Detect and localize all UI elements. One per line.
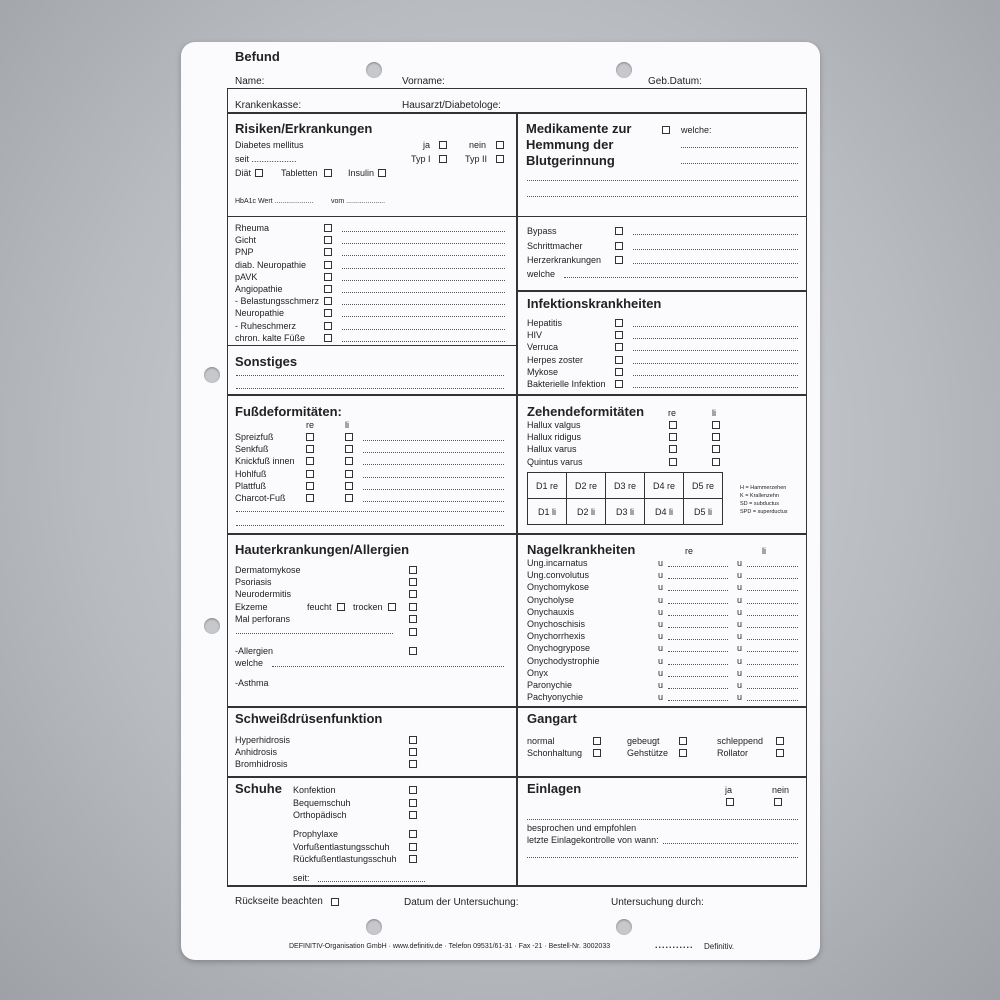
nagel-u-label: u [737,667,743,678]
risiken-item-label: Gicht [235,235,257,246]
schuhe-seit-line[interactable] [318,881,425,882]
risiken-item-line[interactable] [342,280,505,281]
fuss-item-label: Hohlfuß [235,468,267,479]
haut-item-label: Dermatomykose [235,565,301,575]
typ2-checkbox[interactable] [496,155,504,163]
risiken-title: Risiken/Erkrankungen [235,121,373,136]
schuhe-item-checkbox[interactable] [409,786,417,794]
fuss-item-checkbox[interactable] [306,470,314,478]
feucht-checkbox[interactable] [337,603,345,611]
punch-hole [204,367,220,383]
geb-datum-label: Geb.Datum: [648,76,702,87]
fuss-item-label: Knickfuß innen [235,456,295,467]
fuss-item-label: Charcot-Fuß [235,493,286,503]
haut-line[interactable] [236,633,393,634]
haut-item-label: Neurodermitis [235,589,292,600]
infektion-item-line[interactable] [633,387,798,388]
herz-item-line[interactable] [633,249,798,250]
nagel-re-line[interactable] [668,639,728,640]
zehen-re-header: re [668,408,677,418]
gang-item-checkbox[interactable] [679,737,687,745]
zehen-cell[interactable]: D3 li [606,499,645,525]
diabetes-label: Diabetes mellitus [235,140,304,150]
nagel-u-label: u [658,582,664,593]
legend-item: SD = subductus [740,501,779,507]
risiken-item-label: PNP [235,247,254,258]
gang-item-label: Gehstütze [627,748,669,759]
sonstiges-title: Sonstiges [235,354,298,369]
risiken-item-line[interactable] [342,268,505,269]
nagel-u-label: u [658,680,664,690]
nagel-u-label: u [737,558,743,568]
nagel-item-label: Onychorrhexis [527,631,586,642]
risiken-item-label: Rheuma [235,223,270,233]
seit-field[interactable]: seit .................. [235,154,297,164]
rueckseite-label: Rückseite beachten [235,896,323,907]
fuss-item-line[interactable] [363,452,504,453]
nagel-li-line[interactable] [747,578,798,579]
datum-label: Datum der Untersuchung: [404,897,519,908]
nagel-li-line[interactable] [747,627,798,628]
haut-item-checkbox[interactable] [409,590,417,598]
infektion-item-line[interactable] [633,326,798,327]
nagel-u-label: u [658,655,664,666]
besprochen-label: besprochen und empfohlen [527,823,637,833]
zehen-cell[interactable]: D1 re [528,473,567,499]
gang-item-checkbox[interactable] [776,737,784,745]
medikamente-checkbox[interactable] [662,126,670,134]
zehen-li-header: li [712,408,716,418]
nagel-item-label: Onychoschisis [527,619,586,629]
name-label: Name: [235,76,265,87]
zehen-item-checkbox[interactable] [669,433,677,441]
gang-item-checkbox[interactable] [679,749,687,757]
fuss-line[interactable] [236,511,504,512]
nagel-u-label: u [737,692,743,703]
asthma-label: -Asthma [235,678,269,688]
zehen-item-checkbox[interactable] [712,458,720,466]
diaet-checkbox[interactable] [255,169,263,177]
herz-item-checkbox[interactable] [615,227,623,235]
allergien-welche-label: welche [235,658,264,668]
insulin-label: Insulin [348,168,375,178]
nagel-u-label: u [658,619,664,629]
zehen-cell[interactable]: D2 re [567,473,606,499]
fuss-item-checkbox[interactable] [306,433,314,441]
punch-hole [366,62,382,78]
fuss-item-checkbox[interactable] [345,470,353,478]
schuhe-item-label: Konfektion [293,785,336,795]
nagel-re-line[interactable] [668,603,728,604]
haut-item-label: Ekzeme [235,601,268,612]
haut-item-checkbox[interactable] [409,615,417,623]
schweiss-item-label: Bromhidrosis [235,759,288,770]
brand-logo: Definitiv. [704,942,735,951]
nagel-re-line[interactable] [668,566,728,567]
infektion-item-checkbox[interactable] [615,343,623,351]
zehen-table [527,472,723,525]
form-title: Befund [235,49,280,64]
fuss-item-label: Senkfuß [235,444,269,455]
schuhe-item-checkbox[interactable] [409,811,417,819]
nagel-item-label: Onychogryposе [527,643,591,654]
zehen-item-checkbox[interactable] [669,445,677,453]
nagel-item-label: Onychauxis [527,606,575,617]
einlagen-ja-checkbox[interactable] [726,798,734,806]
nagel-item-label: Onyx [527,667,549,678]
nagel-u-label: u [737,594,743,605]
medikamente-line[interactable] [681,163,798,164]
fuss-item-checkbox[interactable] [345,482,353,490]
nagel-li-line[interactable] [747,590,798,591]
zehen-cell[interactable]: D4 re [645,473,684,499]
untersuchung-durch-label: Untersuchung durch: [611,897,704,908]
medikamente-line[interactable] [527,196,798,197]
risiken-item-line[interactable] [342,231,505,232]
schweiss-title: Schweißdrüsenfunktion [235,711,383,726]
risiken-item-checkbox[interactable] [324,224,332,232]
medikamente-line[interactable] [681,147,798,148]
zehen-item-checkbox[interactable] [712,433,720,441]
imprint: DEFINITIV-Organisation GmbH · www.definitiv.de · Telefon 09531/61-31 · Fax -21 · Bestell-Nr. 3002033 [289,943,611,950]
infektion-item-line[interactable] [633,350,798,351]
gang-item-checkbox[interactable] [776,749,784,757]
zehen-cell[interactable]: D5 li [684,499,723,525]
nagel-re-line[interactable] [668,700,728,701]
nagel-li-line[interactable] [747,639,798,640]
nagel-li-line[interactable] [747,664,798,665]
punch-hole [616,62,632,78]
schweiss-item-checkbox[interactable] [409,736,417,744]
risiken-item-checkbox[interactable] [324,334,332,342]
nagel-u-label: u [658,692,664,703]
risiken-item-label: diab. Neuropathie [235,259,307,270]
nagel-u-label: u [658,558,664,568]
zehen-item-checkbox[interactable] [669,458,677,466]
zehen-cell[interactable]: D2 li [567,499,606,525]
risiken-item-checkbox[interactable] [324,297,332,305]
zehen-item-checkbox[interactable] [712,445,720,453]
fuss-item-checkbox[interactable] [345,433,353,441]
diaet-label: Diät [235,168,252,178]
trocken-label: trocken [353,602,383,612]
nagel-re-line[interactable] [668,676,728,677]
infektion-item-line[interactable] [633,363,798,364]
tabletten-checkbox[interactable] [324,169,332,177]
kontrolle-label: letzte Einlagekontrolle von wann: [527,835,659,845]
insulin-checkbox[interactable] [378,169,386,177]
risiken-item-label: chron. kalte Füße [235,332,306,343]
fuss-item-checkbox[interactable] [345,445,353,453]
risiken-item-line[interactable] [342,292,505,293]
infektion-item-label: Verruca [527,342,559,353]
herz-item-label: Herzerkrankungen [527,255,602,265]
nagel-re-line[interactable] [668,651,728,652]
schweiss-item-checkbox[interactable] [409,748,417,756]
nagel-u-label: u [658,631,664,642]
einlagen-nein-label: nein [772,785,790,795]
ja-label: ja [423,140,431,150]
nagel-item-label: Paronychie [527,680,573,690]
sonstiges-line[interactable] [236,375,504,376]
feucht-label: feucht [307,602,332,612]
gang-item-label: normal [527,736,555,746]
fuss-item-label: Plattfuß [235,480,267,491]
haut-item-checkbox[interactable] [409,578,417,586]
zehen-cell[interactable]: D1 li [528,499,567,525]
nagel-item-label: Ung.convolutus [527,570,590,581]
nagel-li-line[interactable] [747,615,798,616]
nagel-li-line[interactable] [747,651,798,652]
nagel-re-line[interactable] [668,615,728,616]
risiken-item-label: - Belastungsschmerz [235,296,320,307]
nagel-u-label: u [737,619,743,629]
gang-item-checkbox[interactable] [593,749,601,757]
herz-item-line[interactable] [633,234,798,235]
fuss-li-header: li [345,420,349,430]
zehen-legend [740,484,788,516]
rueckseite-checkbox[interactable] [331,898,339,906]
infektion-item-label: Hepatitis [527,318,563,328]
infektion-title: Infektionskrankheiten [527,296,662,311]
risiken-item-checkbox[interactable] [324,309,332,317]
punch-hole [204,618,220,634]
fuss-item-line[interactable] [363,501,504,502]
fuss-item-checkbox[interactable] [306,494,314,502]
schuhe-item-checkbox[interactable] [409,855,417,863]
diabetes-nein-checkbox[interactable] [496,141,504,149]
hausarzt-label: Hausarzt/Diabetologe: [402,100,501,111]
nagel-li-line[interactable] [747,566,798,567]
nagel-item-label: Pachyonychie [527,692,584,703]
schweiss-item-label: Hyperhidrosis [235,735,291,745]
nagel-item-label: Onycholyse [527,594,575,605]
nagel-li-line[interactable] [747,676,798,677]
schuhe-item-label: Prophylaxe [293,829,339,839]
einlagen-ja-label: ja [725,785,733,795]
nagel-re-line[interactable] [668,590,728,591]
zehen-item-label: Hallux valgus [527,420,581,430]
infektion-item-label: Herpes zoster [527,354,584,365]
zehen-item-label: Hallux ridigus [527,432,582,443]
risiken-item-checkbox[interactable] [324,248,332,256]
zehen-title: Zehendeformitäten [527,404,645,419]
infektion-item-checkbox[interactable] [615,368,623,376]
herz-welche-line[interactable] [564,277,798,278]
infektion-item-label: HIV [527,330,543,341]
nagel-u-label: u [737,606,743,617]
nagel-u-label: u [737,582,743,593]
haut-title: Hauterkrankungen/Allergien [235,542,410,557]
legend-item: H = Hammerzehen [740,485,787,491]
haut-item-checkbox[interactable] [409,566,417,574]
fuss-item-checkbox[interactable] [345,494,353,502]
nagel-title: Nagelkrankheiten [527,542,636,557]
fuss-item-line[interactable] [363,489,504,490]
risiken-item-checkbox[interactable] [324,322,332,330]
nagel-re-header: re [685,546,694,556]
nein-label: nein [469,140,487,150]
hba1c-vom-field[interactable]: vom .................... [331,198,386,205]
gang-item-label: schleppend [717,736,764,746]
hba1c-field[interactable]: HbA1c Wert .................... [235,198,314,205]
fuss-item-checkbox[interactable] [306,482,314,490]
schuhe-item-label: Vorfußentlastungsschuh [293,841,390,852]
typ2-label: Typ II [465,154,488,164]
risiken-item-checkbox[interactable] [324,273,332,281]
zehen-cell[interactable]: D5 re [684,473,723,499]
fuss-title: Fußdeformitäten: [235,404,342,419]
herz-item-line[interactable] [633,263,798,264]
risiken-item-checkbox[interactable] [324,236,332,244]
vorname-label: Vorname: [402,76,445,87]
nagel-item-label: Ung.incarnatus [527,558,588,568]
nagel-u-label: u [737,655,743,666]
zehen-cell[interactable]: D3 re [606,473,645,499]
gang-item-label: gebeugt [627,736,660,746]
infektion-item-line[interactable] [633,375,798,376]
infektion-item-checkbox[interactable] [615,319,623,327]
punch-hole [616,919,632,935]
einlagen-nein-checkbox[interactable] [774,798,782,806]
risiken-item-line[interactable] [342,341,505,342]
allergien-label: -Allergien [235,646,274,656]
haut-item-checkbox[interactable] [409,603,417,611]
fuss-item-line[interactable] [363,464,504,465]
fuss-item-line[interactable] [363,440,504,441]
schuhe-item-checkbox[interactable] [409,799,417,807]
haut-extra-checkbox[interactable] [409,628,417,636]
risiken-item-line[interactable] [342,316,505,317]
infektion-item-checkbox[interactable] [615,331,623,339]
infektion-item-label: Mykose [527,366,559,377]
herz-welche-label: welche [527,269,556,279]
fuss-item-checkbox[interactable] [306,445,314,453]
risiken-item-checkbox[interactable] [324,261,332,269]
gang-item-label: Rollator [717,748,749,759]
nagel-re-line[interactable] [668,627,728,628]
haut-item-label: Psoriasis [235,577,272,588]
risiken-item-line[interactable] [342,255,505,256]
herz-item-label: Schrittmacher [527,240,583,251]
zehen-item-checkbox[interactable] [712,421,720,429]
nagel-item-label: Onychodystrophie [527,655,600,666]
schuhe-seit-label: seit: [293,873,310,883]
nagel-li-line[interactable] [747,688,798,689]
fuss-line[interactable] [236,525,504,526]
nagel-li-line[interactable] [747,700,798,701]
medikamente-welche-label: welche: [681,125,712,135]
gang-item-checkbox[interactable] [593,737,601,745]
medikamente-title: Medikamente zur Hemmung der Blutgerinnung [526,121,632,168]
schuhe-item-label: Bequemschuh [293,797,351,808]
krankenkasse-label: Krankenkasse: [235,100,302,111]
schuhe-title: Schuhe [235,781,282,796]
herz-item-checkbox[interactable] [615,256,623,264]
fuss-item-checkbox[interactable] [345,457,353,465]
infektion-item-checkbox[interactable] [615,356,623,364]
risiken-item-label: Angiopathie [235,284,283,294]
nagel-u-label: u [658,643,664,654]
legend-item: K = Krallenzehn [740,493,779,499]
risiken-item-line[interactable] [342,329,505,330]
sonstiges-line[interactable] [236,388,504,389]
allergien-checkbox[interactable] [409,647,417,655]
nagel-u-label: u [737,643,743,654]
nagel-u-label: u [737,570,743,581]
fuss-item-label: Spreizfuß [235,432,274,442]
nagel-u-label: u [658,667,664,678]
schuhe-item-checkbox[interactable] [409,843,417,851]
trocken-checkbox[interactable] [388,603,396,611]
allergien-welche-line[interactable] [272,666,504,667]
infektion-item-line[interactable] [633,338,798,339]
infektion-item-label: Bakterielle Infektion [527,379,606,389]
risiken-item-label: Neuropathie [235,308,285,319]
einlagen-line[interactable] [527,857,798,858]
zehen-item-label: Hallux varus [527,444,577,455]
nagel-u-label: u [737,631,743,642]
herz-item-checkbox[interactable] [615,242,623,250]
nagel-re-line[interactable] [668,578,728,579]
schuhe-item-label: Orthopädisch [293,810,347,820]
nagel-li-line[interactable] [747,603,798,604]
diabetes-ja-checkbox[interactable] [439,141,447,149]
nagel-u-label: u [658,594,664,605]
typ1-checkbox[interactable] [439,155,447,163]
haut-item-label: Mal perforans [235,613,291,624]
nagel-li-header: li [762,546,766,556]
zehen-item-label: Quintus varus [527,456,583,467]
nagel-u-label: u [658,606,664,617]
legend-item: SPD = superductus [740,509,788,515]
typ1-label: Typ I [411,154,431,164]
risiken-item-checkbox[interactable] [324,285,332,293]
nagel-re-line[interactable] [668,688,728,689]
nagel-u-label: u [737,680,743,690]
risiken-item-label: pAVK [235,271,258,282]
schweiss-item-label: Anhidrosis [235,747,278,758]
einlagen-line[interactable] [527,819,798,820]
schuhe-item-checkbox[interactable] [409,830,417,838]
nagel-re-line[interactable] [668,664,728,665]
herz-item-label: Bypass [527,226,557,236]
nagel-u-label: u [658,570,664,581]
risiken-item-line[interactable] [342,304,505,305]
gang-title: Gangart [527,711,577,726]
fuss-re-header: re [306,420,315,430]
nagel-item-label: Onychomykose [527,582,590,593]
zehen-item-checkbox[interactable] [669,421,677,429]
fuss-item-line[interactable] [363,477,504,478]
medikamente-line[interactable] [527,180,798,181]
risiken-item-label: - Ruheschmerz [235,320,297,331]
schweiss-item-checkbox[interactable] [409,760,417,768]
kontrolle-line[interactable] [663,843,798,844]
gang-item-label: Schonhaltung [527,748,583,759]
einlagen-title: Einlagen [527,781,582,796]
brand-dots: ........... [655,940,694,950]
tabletten-label: Tabletten [281,168,318,178]
schuhe-item-label: Rückfußentlastungsschuh [293,854,397,864]
fuss-item-checkbox[interactable] [306,457,314,465]
risiken-item-line[interactable] [342,243,505,244]
punch-hole [366,919,382,935]
zehen-cell[interactable]: D4 li [645,499,684,525]
infektion-item-checkbox[interactable] [615,380,623,388]
